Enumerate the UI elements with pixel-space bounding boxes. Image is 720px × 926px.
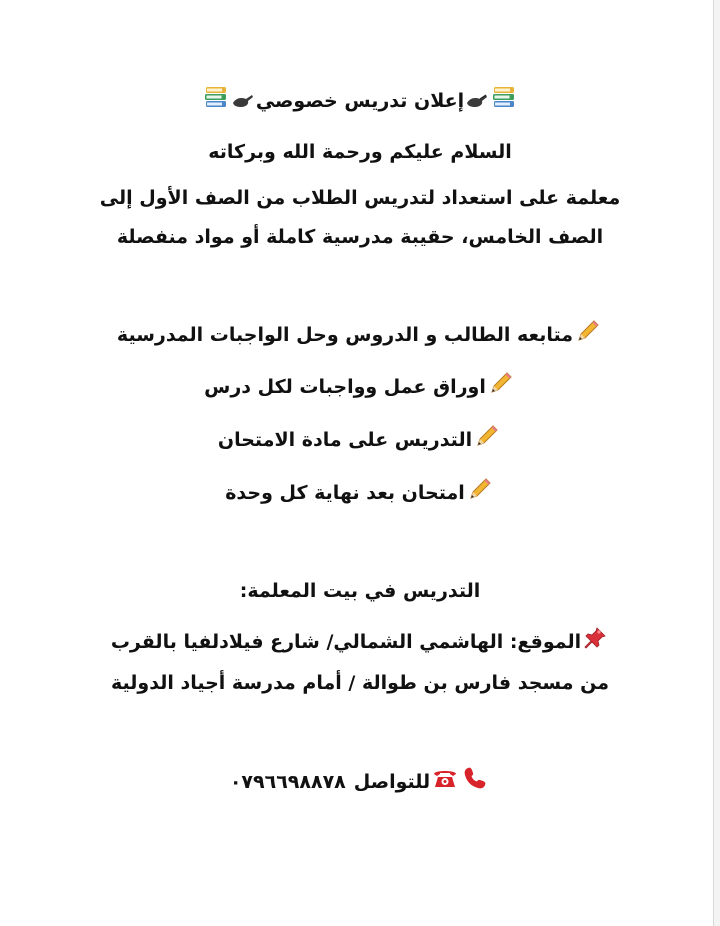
writing-hand-icon: [232, 87, 254, 117]
service-text: متابعه الطالب و الدروس وحل الواجبات المدرسية: [116, 324, 574, 346]
intro-text-2: الصف الخامس، حقيبة مدرسية كاملة أو مواد منفصلة: [116, 226, 604, 248]
pencil-icon: [488, 370, 514, 405]
pencil-icon: [467, 476, 493, 511]
service-item: [0, 423, 720, 458]
books-icon: [492, 86, 516, 117]
writing-hand-icon: [466, 87, 488, 117]
service-text: امتحان بعد نهاية كل وحدة: [225, 482, 465, 504]
telephone-icon: [432, 766, 458, 799]
service-item: [0, 318, 720, 353]
service-item: [0, 476, 720, 511]
pencil-icon: [575, 318, 601, 353]
contact-label: للتواصل: [353, 771, 431, 793]
pushpin-icon: [583, 626, 607, 659]
service-text: اوراق عمل وواجبات لكل درس: [204, 376, 486, 398]
service-text: التدريس على مادة الامتحان: [217, 429, 473, 451]
intro-line-1: [0, 183, 720, 213]
contact-line: [0, 765, 720, 800]
title-line: [0, 86, 720, 117]
intro-text-1: معلمة على استعداد لتدريس الطلاب من الصف الأول إلى: [99, 187, 621, 209]
location-text-2: من مسجد فارس بن طوالة / أمام مدرسة أجياد الدولية: [111, 672, 609, 694]
greeting-line: [0, 137, 720, 167]
location-line-1: [0, 626, 720, 659]
phone-receiver-icon: [462, 765, 488, 800]
phone-number[interactable]: ٠٧٩٦٦٩٨٨٧٨: [229, 771, 346, 793]
intro-line-2: [0, 222, 720, 252]
announcement-title: إعلان تدريس خصوصي: [255, 90, 465, 112]
books-icon: [204, 86, 228, 117]
location-line-2: [0, 668, 720, 698]
location-text-1: الموقع: الهاشمي الشمالي/ شارع فيلادلفيا بالقرب: [110, 631, 582, 653]
pencil-icon: [474, 423, 500, 458]
teaching-place-text: التدريس في بيت المعلمة:: [239, 580, 481, 602]
teaching-place-line: [0, 576, 720, 606]
service-item: [0, 370, 720, 405]
greeting-text: السلام عليكم ورحمة الله وبركاته: [208, 141, 512, 163]
